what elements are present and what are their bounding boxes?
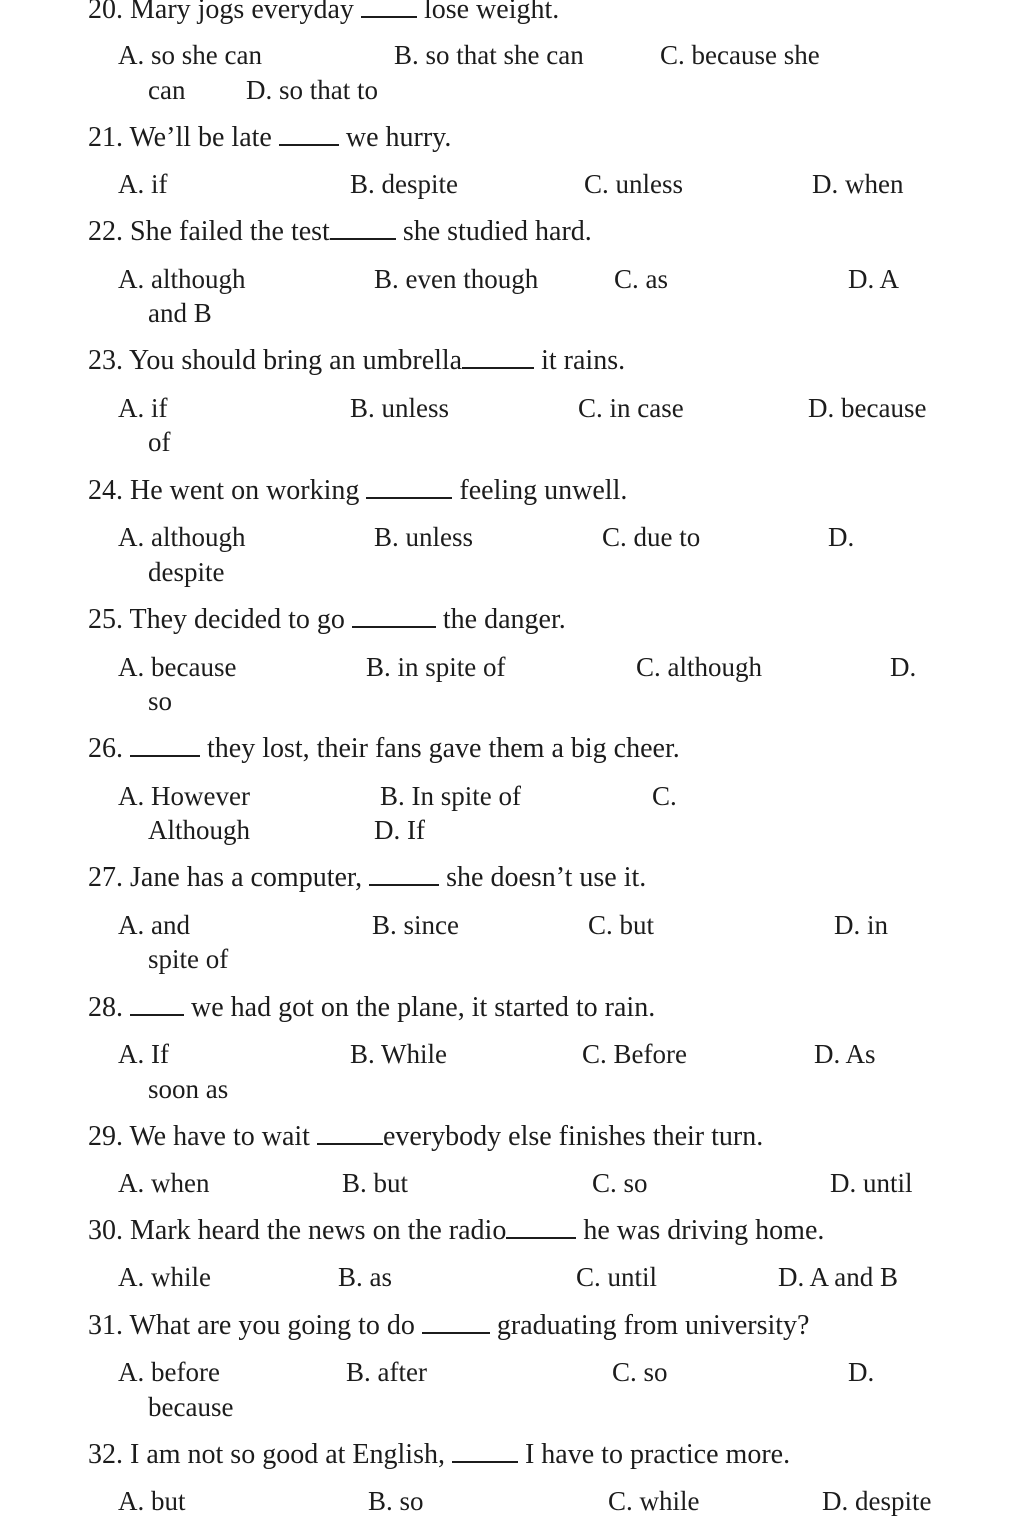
q31-option-c: C. so — [612, 1357, 668, 1387]
q20-option-c: C. because she — [660, 40, 820, 70]
q26-option-d: D. If — [374, 815, 425, 845]
q20-option-d: D. so that to — [246, 75, 378, 105]
q27-option-b: B. since — [372, 910, 459, 940]
q25-option-d-continued: so — [148, 686, 173, 716]
q31-option-a: A. before — [118, 1357, 220, 1387]
q26-option-b: B. In spite of — [380, 781, 521, 811]
q22-option-c: C. as — [614, 264, 668, 294]
q22-option-d-continued: and B — [148, 298, 212, 328]
q22-option-b: B. even though — [374, 264, 539, 294]
question-27: 27. Jane has a computer, she doesn’t use it. — [88, 862, 647, 893]
q24-option-d: D. — [828, 522, 855, 552]
question-21: 21. We’ll be late we hurry. — [88, 122, 452, 153]
q24-option-c: C. due to — [602, 522, 701, 552]
q21-option-c: C. unless — [584, 169, 684, 199]
q20-option-c-continued: can — [148, 75, 186, 105]
q31-option-b: B. after — [346, 1357, 427, 1387]
q21-option-a: A. if — [118, 169, 168, 199]
q29-option-a: A. when — [118, 1168, 210, 1198]
q27-option-d-continued: spite of — [148, 944, 229, 974]
q23-option-d-continued: of — [148, 427, 171, 457]
q28-option-c: C. Before — [582, 1039, 687, 1069]
q24-option-b: B. unless — [374, 522, 474, 552]
q25-option-c: C. although — [636, 652, 762, 682]
question-32: 32. I am not so good at English, I have to practice more. — [88, 1439, 791, 1470]
q31-option-d: D. — [848, 1357, 875, 1387]
q21-option-d: D. when — [812, 169, 904, 199]
q28-option-d-continued: soon as — [148, 1074, 229, 1104]
q28-option-a: A. If — [118, 1039, 169, 1069]
q24-option-d-continued: despite — [148, 557, 225, 587]
q23-option-d: D. because — [808, 393, 927, 423]
q22-option-d: D. A — [848, 264, 900, 294]
q30-option-d: D. A and B — [778, 1262, 899, 1292]
question-25: 25. They decided to go the danger. — [88, 604, 566, 635]
q28-option-d: D. As — [814, 1039, 876, 1069]
q28-option-b: B. While — [350, 1039, 447, 1069]
q32-option-b: B. so — [368, 1486, 424, 1516]
q26-option-c-continued: Although — [148, 815, 251, 845]
question-23: 23. You should bring an umbrella it rains. — [88, 345, 626, 376]
q27-option-d: D. in — [834, 910, 888, 940]
q32-option-a: A. but — [118, 1486, 186, 1516]
q21-option-b: B. despite — [350, 169, 458, 199]
question-28: 28. we had got on the plane, it started to rain. — [88, 992, 656, 1023]
question-20: 20. Mary jogs everyday lose weight. — [88, 0, 559, 24]
q30-option-b: B. as — [338, 1262, 392, 1292]
q23-option-b: B. unless — [350, 393, 450, 423]
q29-option-b: B. but — [342, 1168, 409, 1198]
q27-option-c: C. but — [588, 910, 655, 940]
question-31: 31. What are you going to do graduating from university? — [88, 1310, 810, 1341]
q24-option-a: A. although — [118, 522, 246, 552]
q32-option-d: D. despite — [822, 1486, 932, 1516]
q23-option-c: C. in case — [578, 393, 684, 423]
q32-option-c: C. while — [608, 1486, 700, 1516]
q30-option-c: C. until — [576, 1262, 658, 1292]
q26-option-a: A. However — [118, 781, 250, 811]
question-30: 30. Mark heard the news on the radio he was driving home. — [88, 1215, 825, 1246]
q27-option-a: A. and — [118, 910, 190, 940]
q20-option-b: B. so that she can — [394, 40, 584, 70]
q29-option-c: C. so — [592, 1168, 648, 1198]
q22-option-a: A. although — [118, 264, 246, 294]
q30-option-a: A. while — [118, 1262, 211, 1292]
question-24: 24. He went on working feeling unwell. — [88, 475, 628, 506]
question-22: 22. She failed the test she studied hard. — [88, 216, 592, 247]
question-29: 29. We have to wait everybody else finishes their turn. — [88, 1121, 764, 1152]
q26-option-c: C. — [652, 781, 677, 811]
q25-option-d: D. — [890, 652, 917, 682]
q31-option-d-continued: because — [148, 1392, 234, 1422]
question-26: 26. they lost, their fans gave them a big cheer. — [88, 733, 680, 764]
q25-option-b: B. in spite of — [366, 652, 506, 682]
q23-option-a: A. if — [118, 393, 168, 423]
q29-option-d: D. until — [830, 1168, 913, 1198]
q25-option-a: A. because — [118, 652, 237, 682]
q20-option-a: A. so she can — [118, 40, 262, 70]
